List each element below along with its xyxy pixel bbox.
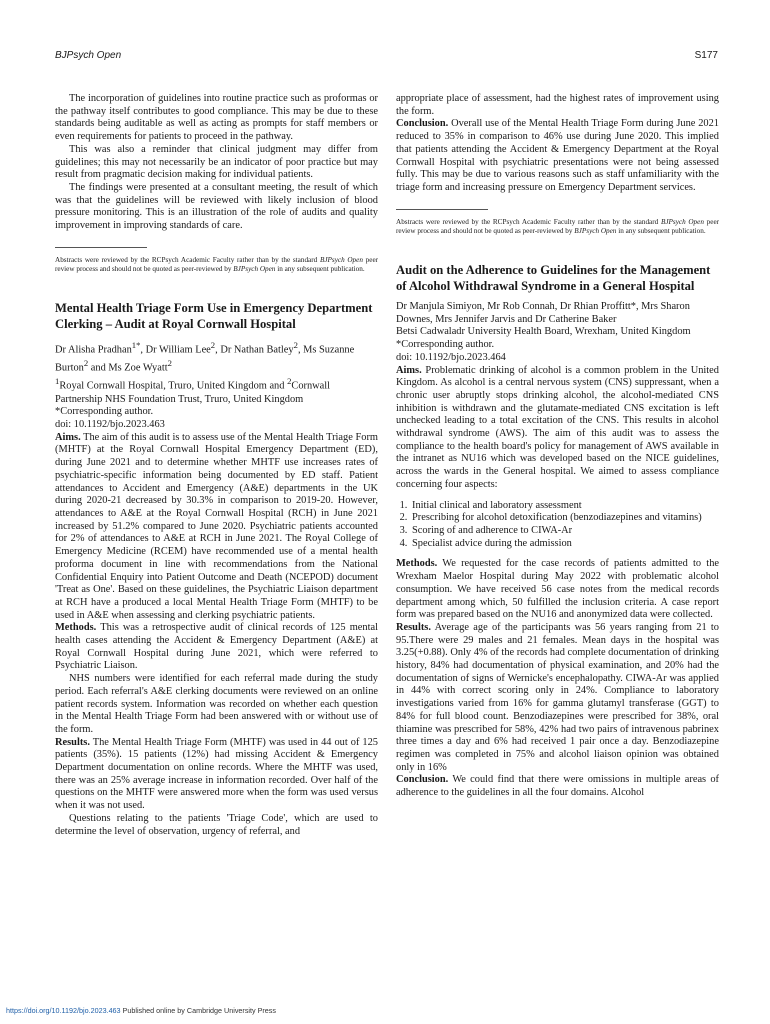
author-list: Dr Alisha Pradhan$^{1*}$, Dr William Lee$^2$, Dr Nathan Batley$^2$, Ms Suzanne Burton$^2$ and Ms Zoe Wyatt$^2$ [55, 340, 355, 374]
list-item: 1. Initial clinical and laboratory assessment [410, 500, 719, 513]
paragraph: appropriate place of assessment, had the highest rates of improvement using the form. [396, 93, 719, 117]
page-number: S177 [694, 50, 718, 61]
aims-paragraph: Aims. The aim of this audit is to assess use of the Mental Health Triage Form (MHTF) at the Royal Cornwall Hospital Emergency Department (ED), during June 2021 and to determine whether MHTF use increases rates of psychiatric-specific information being documented by ED staff. Patient attendances to Accident and Emergency (A&E) departments in the UK during 2020-21 decreased by 30.3% in comparison to 2019-20. However, attendances to A&E at the Royal Cornwall Hospital (RCH) in June 2021 increased by 51.2% compared to June 2020. Psychiatric patients accounted for 2% of attendances to A&E at RCH in June 2021. The Royal College of Emergency Medicine (RCEM) have recommended use of a mental health proforma document in line with recommendations from the National Confidential Enquiry into Patient Outcome and Death (NCEPOD) document 'Treat as One'. Based on these guidelines, the Psychiatric Liaison department at RCH have a produced a local Mental Health Triage Form (MHTF) to be used in A&E when assessing and clerking psychiatric patients. [55, 431, 378, 621]
divider [396, 209, 488, 210]
doi[interactable]: doi: 10.1192/bjo.2023.463 [55, 419, 165, 431]
conclusion-paragraph: Conclusion. We could find that there were omissions in multiple areas of adherence to the guidelines in all the four domains. Alcohol [396, 774, 719, 799]
methods-paragraph: Methods. We requested for the case records of patients admitted to the Wrexham Maelor Hospital during May 2022 with problematic alcohol consumption. We have received 56 case notes from the medical records department among which, 50 fulfilled the inclusion criteria. A case report form was prepared based on the NU16 and anonymized data were collected. [396, 558, 719, 621]
article-title: Mental Health Triage Form Use in Emergency Department Clerking – Audit at Royal Cornwall Hospital [55, 301, 373, 332]
divider [55, 247, 147, 248]
doi[interactable]: doi: 10.1192/bjo.2023.464 [396, 351, 506, 363]
aspects-list [396, 500, 719, 551]
list-item: 3. Scoring of and adherence to CIWA-Ar [410, 525, 719, 538]
results-paragraph: Results. Average age of the participants was 56 years ranging from 21 to 95.There were 29 males and 21 females. Mean days in the hospital was 3.25(+0.88). Only 4% of the records had complete documentation of drinking history, 84% had documentation of physical examination, and 20% had the documentation of signs of Wernicke's encephalopathy. CIWA-Ar was applied in 44% with correct scoring only in 24%. Compliance to laboratory investigations varied from 16% for gamma glutamyl transferase (GGT) to 84% for full blood count. Benzodiazepines were prescribed for 38%, oral thiamine was prescribed for 58%, 42% had two pairs of intravenous pabrinex three times a day and 6% had received 1 pair once a day. Benzodiazepine regimen was completed in 75% and alcohol liaison opinion was obtained only in 16% [396, 621, 719, 773]
review-disclaimer: Abstracts were reviewed by the RCPsych Academic Faculty rather than by the standard BJPsych Open peer review process and should not be quoted as peer-reviewed by BJPsych Open in any subsequent publication. [55, 255, 379, 273]
journal-name: BJPsych Open [55, 50, 122, 61]
left-column [55, 93, 378, 838]
paragraph: The incorporation of guidelines into routine practice such as proformas or the pathway itself contributes to good compliance. This may be due to these standards being auditable as well as acting as prompts for staff members or even requirements for patients to proceed in the pathway. [55, 93, 378, 143]
list-item: 4. Specialist advice during the admission [410, 538, 719, 551]
article-title: Audit on the Adherence to Guidelines for the Management of Alcohol Withdrawal Syndrome in a General Hospital [396, 263, 711, 294]
paragraph: This was also a reminder that clinical judgment may differ from guidelines; this may not necessarily be an indicator of poor practice but may result from pragmatic decision making for individual patients. [55, 143, 378, 181]
corresponding-author: *Corresponding author. [55, 406, 154, 418]
affiliations: Betsi Cadwaladr University Health Board, Wrexham, United Kingdom [396, 326, 691, 338]
doi-link[interactable]: https://doi.org/10.1192/bjo.2023.463 [6, 1006, 121, 1015]
author-list: Dr Manjula Simiyon, Mr Rob Connah, Dr Rhian Proffitt*, Mrs Sharon Downes, Mrs Jennifer Jarvis and Dr Catherine Baker [396, 301, 690, 325]
conclusion-paragraph: Conclusion. Overall use of the Mental Health Triage Form during June 2021 reduced to 35% in comparison to 46% use during June 2020. This implied that patients attending the Accident & Emergency Department at the Royal Cornwall Hospital with psychiatric presentations were not being assessed fully. This may be due to various reasons such as staff unfamiliarity with the triage form and increasing pressure on Emergency Department services. [396, 118, 719, 193]
aims-paragraph: Aims. Problematic drinking of alcohol is a common problem in the United Kingdom. As alcohol is a central nervous system (CNS) suppressant, when a chronic user abruptly stops drinking alcohol, the alcohol-mediated CNS inhibition is withdrawn and the glutamate-mediated CNS excitation is left unchecked leading to a total excitation of the CNS. This results in alcohol withdrawal syndrome (AWS). The aim of this audit was to assess the compliance to the health board's policy for management of AWS available in the intranet as NU16 which was developed based on the NICE guidelines, across the wards in the General hospital. We aimed to assess compliance concerning four aspects: [396, 364, 719, 490]
page-footer: https://doi.org/10.1192/bjo.2023.463 Published online by Cambridge University Press [6, 1006, 276, 1015]
corresponding-author: *Corresponding author. [396, 339, 495, 351]
affiliations: $^1$Royal Cornwall Hospital, Truro, United Kingdom and $^2$Cornwall Partnership NHS Foundation Trust, Truro, United Kingdom [55, 376, 331, 405]
paragraph: NHS numbers were identified for each referral made during the study period. Each referral's A&E clerking documents were reviewed on an online patient records system. Information was recorded on whether each question in the Mental Health Triage Form had been answered with or without use of the form. [55, 673, 378, 735]
right-column [396, 93, 719, 800]
methods-paragraph: Methods. This was a retrospective audit of clinical records of 125 mental health cases attending the Accident & Emergency Department (A&E) at Royal Cornwall Hospital during June 2021, which were referred to Psychiatric Liaison. [55, 622, 378, 672]
results-paragraph: Results. The Mental Health Triage Form (MHTF) was used in 44 out of 125 patients (35%). 15 patients (12%) had missing Accident & Emergency Department documentation on online records. Where the MHTF was used, there was an 25% average increase in information recorded. Over half of the questions on the MHTF were answered more when the form was used versus when it was not used. [55, 736, 378, 812]
paragraph: Questions relating to the patients 'Triage Code', which are used to determine the level of observation, urgency of referral, and [55, 812, 378, 837]
list-item: 2. Prescribing for alcohol detoxification (benzodiazepines and vitamins) [410, 512, 719, 525]
review-disclaimer: Abstracts were reviewed by the RCPsych Academic Faculty rather than by the standard BJPsych Open peer review process and should not be quoted as peer-reviewed by BJPsych Open in any subsequent publication. [396, 217, 720, 235]
paragraph: The findings were presented at a consultant meeting, the result of which was that the guidelines will be reviewed with likely inclusion of blood pressure monitoring. This is an illustration of the role of audits and quality improvement in improving standards of care. [55, 181, 378, 232]
